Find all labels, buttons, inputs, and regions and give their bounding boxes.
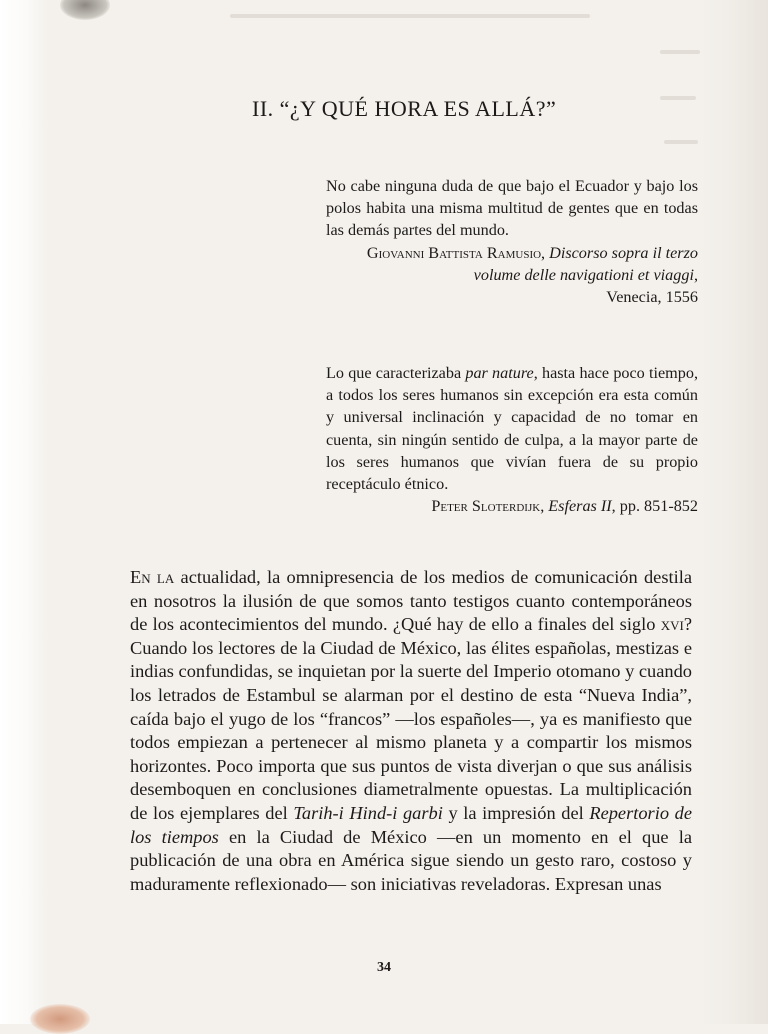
bleed-through-line bbox=[660, 96, 696, 100]
thumb-shadow bbox=[30, 1004, 90, 1034]
epigraph-attribution: Giovanni Battista Ramusio, Discorso sopra il terzo volume delle navigationi et viaggi, Venecia, 1556 bbox=[366, 243, 698, 307]
bleed-through-line bbox=[660, 50, 700, 54]
epigraph-ramusio bbox=[326, 175, 698, 308]
page-number: 34 bbox=[377, 960, 391, 975]
epigraph-work: Esferas II bbox=[548, 497, 612, 516]
book-title: Repertorio de los tiempos bbox=[130, 802, 692, 847]
epigraph-sloterdijk bbox=[326, 362, 698, 517]
epigraph-text-before: Lo que caracterizaba bbox=[326, 364, 466, 382]
body-segment: actualidad, la omnipresencia de los medios de comunicación destila en nosotros la ilusión de que somos tanto testigos cuanto contemporáneos de los acontecimientos del mundo. ¿Qué hay de ello a finales del siglo bbox=[130, 567, 692, 635]
epigraph-author: Giovanni Battista Ramusio bbox=[366, 243, 542, 262]
century-numeral: xvi bbox=[660, 614, 684, 635]
epigraph-place-date: Venecia, 1556 bbox=[606, 288, 698, 307]
epigraph-work: Discorso sopra il terzo volume delle navigationi et viaggi bbox=[473, 243, 698, 284]
body-paragraph bbox=[130, 566, 692, 896]
epigraph-author: Peter Sloterdijk bbox=[431, 497, 541, 516]
lead-small-caps: En la bbox=[130, 567, 175, 587]
book-title: Tarih-i Hind-i garbi bbox=[293, 802, 443, 823]
body-segment: y la impresión del bbox=[442, 802, 590, 823]
body-segment: en la Ciudad de México —en un momento en el que la publicación de una obra en América sigue siendo un gesto raro, costoso y maduramente reflexionado— son iniciativas reveladoras. Expresan unas bbox=[130, 826, 692, 894]
bleed-through-line bbox=[230, 14, 590, 18]
body-segment: ? Cuando los lectores de la Ciudad de México, las élites españolas, mestizas e indias confundidas, se inquietan por la suerte del Imperio otomano y cuando los letrados de Estambul se alarman por el destino de esta “Nueva India”, caída bajo el yugo de los “francos” —los españoles—, ya es manifiesto que todos empiezan a pertenecer al mismo planeta y a compartir los mismos horizontes. Poco importa que sus puntos de vista diverjan o que sus análisis desemboquen en conclusiones diametralmente opuestas. La multiplicación de los ejemplares del bbox=[130, 614, 692, 823]
page-edge-right bbox=[698, 0, 768, 1024]
epigraph-pages: , pp. 851-852 bbox=[611, 497, 698, 516]
corner-shadow bbox=[60, 0, 110, 20]
epigraph-text-after: , hasta hace poco tiempo, a todos los seres humanos sin excepción era esta común y universal inclinación y capacidad de no tomar en cuenta, sin ningún sentido de culpa, a la mayor parte de los seres humanos que vivían fuera de su propio receptáculo étnico. bbox=[326, 364, 698, 494]
epigraph-text-italic: par nature bbox=[465, 364, 534, 382]
epigraph-attribution: Peter Sloterdijk, Esferas II, pp. 851-852 bbox=[431, 497, 698, 516]
chapter-title: II. “¿Y QUÉ HORA ES ALLÁ?” bbox=[252, 96, 557, 121]
bleed-through-line bbox=[664, 140, 698, 144]
epigraph-text: No cabe ninguna duda de que bajo el Ecuador y bajo los polos habita una misma multitud de gentes que en todas las demás partes del mundo. bbox=[326, 177, 698, 240]
page-edge-left bbox=[0, 0, 48, 1024]
epigraph-text bbox=[326, 362, 698, 495]
